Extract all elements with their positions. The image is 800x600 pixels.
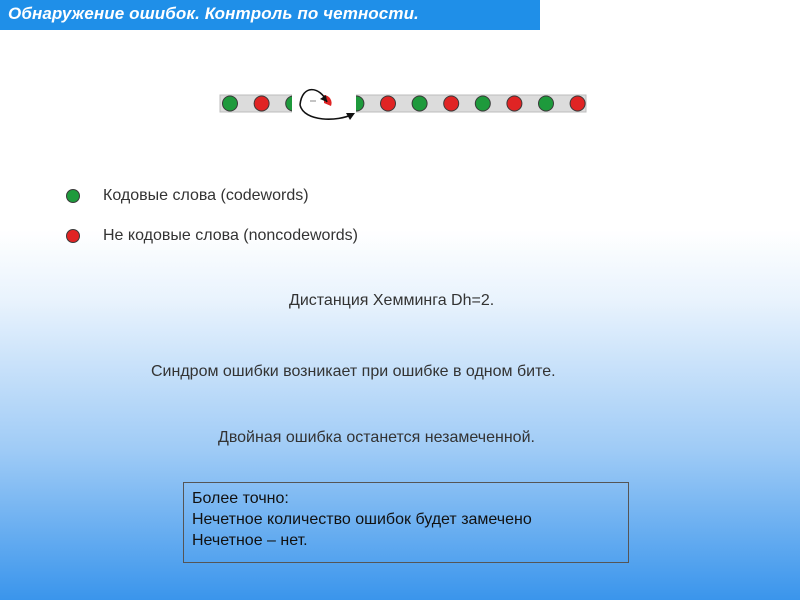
legend-noncodeword-label: Не кодовые слова (noncodewords) [103,227,359,244]
noncodeword-dot [507,96,522,111]
codeword-dot-icon [66,189,80,203]
note-line-1: Более точно: [192,490,289,507]
note-box [183,482,629,563]
noncodeword-dot [381,96,396,111]
codeword-dot [539,96,554,111]
double-error-text: Двойная ошибка останется незамеченной. [218,429,535,446]
noncodeword-dot-icon [66,229,80,243]
dot-bar [220,95,586,112]
codeword-dot [412,96,427,111]
legend-codeword-label: Кодовые слова (codewords) [103,187,309,204]
note-line-3: Нечетное – нет. [192,532,308,549]
noncodeword-dot [570,96,585,111]
legend-codeword [66,186,309,206]
hamming-distance-text: Дистанция Хемминга Dh=2. [289,292,495,309]
arrow-highlight-box [292,84,356,124]
syndrome-text: Синдром ошибки возникает при ошибке в одном бите. [151,363,556,380]
legend-noncodeword [66,226,358,246]
parity-diagram [210,78,600,128]
codeword-dot [223,96,238,111]
noncodeword-dot [444,96,459,111]
noncodeword-dot [254,96,269,111]
note-line-2: Нечетное количество ошибок будет замечено [192,511,532,528]
page-title: Обнаружение ошибок. Контроль по четности. [8,4,419,23]
codeword-dot [475,96,490,111]
title-bar [0,0,540,30]
